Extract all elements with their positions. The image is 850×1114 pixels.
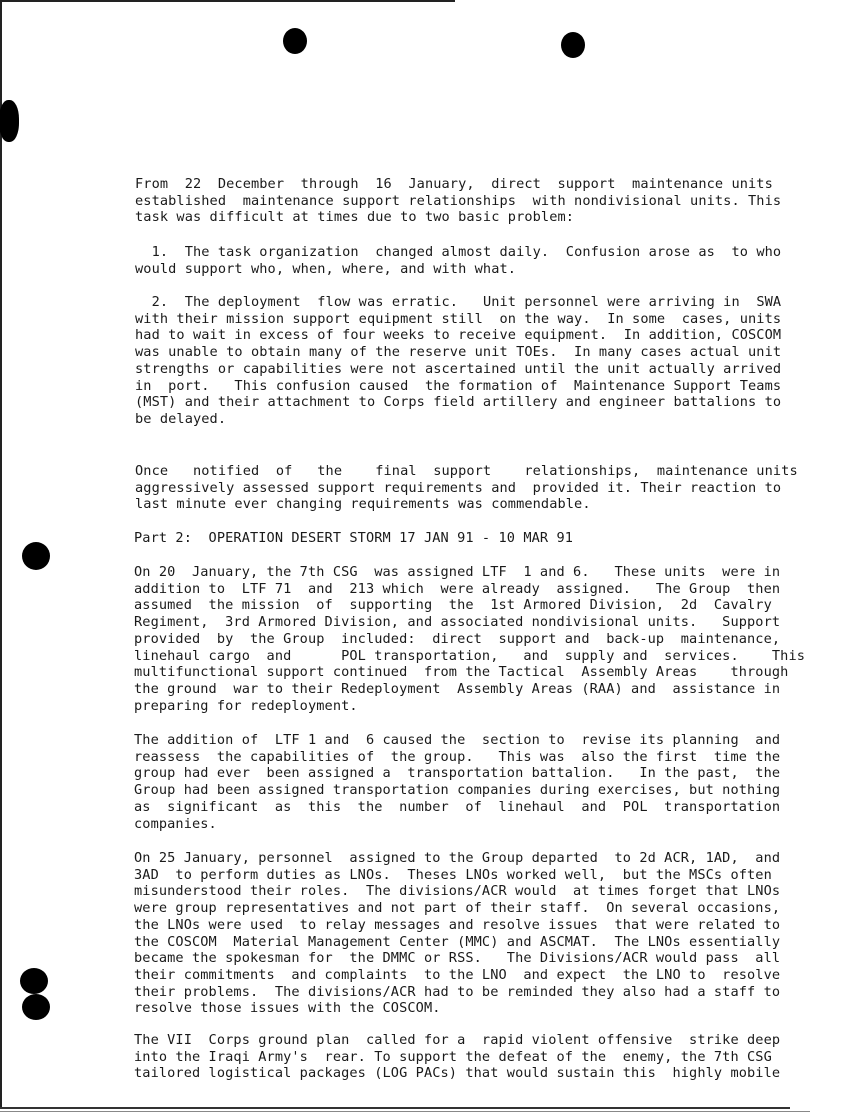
paragraph-problem-1: 1. The task organization changed almost daily. Confusion arose as to who would support who, when, where, and with what. bbox=[135, 244, 782, 277]
scan-left-edge bbox=[0, 0, 2, 1108]
punch-hole-left-middle bbox=[22, 542, 50, 570]
paragraph-25-january: On 25 January, personnel assigned to the Group departed to 2d ACR, 1AD, and 3AD to perform duties as LNOs. Theses LNOs worked well, but the MSCs often misunderstood their roles. The divisions/ACR would at times forget that LNOs were group representatives and not part of their staff. On several occasions, the LNOs were used to relay messages and resolve issues that were related to the COSCOM Material Management Center (MMC) and ASCMAT. The LNOs essentially became the spokesman for the DMMC or RSS. The Divisions/ACR would pass all their commitments and complaints to the LNO and expect the LNO to resolve their problems. The divisions/ACR had to be reminded they also had a staff to resolve those issues with the COSCOM. bbox=[134, 850, 781, 1017]
scan-top-edge bbox=[0, 0, 455, 2]
punch-hole-left-lower-b bbox=[22, 994, 50, 1020]
paragraph-vii-corps: The VII Corps ground plan called for a rapid violent offensive strike deep into the Iraqi Army's rear. To support the defeat of the enemy, the 7th CSG tailored logistical packages (LOG PACs) that would sustain this highly mobile bbox=[134, 1032, 781, 1082]
paragraph-20-january: On 20 January, the 7th CSG was assigned LTF 1 and 6. These units were in addition to LTF 71 and 213 which were already assigned. The Group then assumed the mission of supporting the 1st Armored Division, 2d Cavalry Regiment, 3rd Armored Division, and associated nondivisional units. Support provided by the Group included: direct support and back-up maintenance, linehaul cargo and POL transportation, and supply and services. This multifunctional support continued from the Tactical Assembly Areas through the ground war to their Redeployment Assembly Areas (RAA) and assistance in preparing for redeployment. bbox=[134, 564, 806, 714]
punch-hole-left-lower-a bbox=[20, 968, 48, 994]
punch-hole-left-upper bbox=[0, 100, 19, 142]
paragraph-addition-ltf: The addition of LTF 1 and 6 caused the section to revise its planning and reassess the capabilities of the group. This was also the first time the group had ever been assigned a transportation battalion. In the past, the Group had been assigned transportation companies during exercises, but nothing as significant as this the number of linehaul and POL transportation companies. bbox=[134, 732, 781, 832]
paragraph-problem-2: 2. The deployment flow was erratic. Unit personnel were arriving in SWA with their mission support equipment still on the way. In some cases, units had to wait in excess of four weeks to receive equipment. In addition, COSCOM was unable to obtain many of the reserve unit TOEs. In many cases actual unit strengths or capabilities were not ascertained until the unit actually arrived in port. This confusion caused the formation of Maintenance Support Teams (MST) and their attachment to Corps field artillery and engineer battalions to be delayed. bbox=[135, 294, 782, 427]
scan-bottom-edge-shadow bbox=[0, 1111, 810, 1112]
scan-bottom-edge bbox=[0, 1107, 790, 1109]
paragraph-intro: From 22 December through 16 January, direct support maintenance units established maintenance support relationships with nondivisional units. This task was difficult at times due to two basic problem: bbox=[135, 176, 782, 226]
section-heading-part-2: Part 2: OPERATION DESERT STORM 17 JAN 91 - 10 MAR 91 bbox=[134, 530, 574, 546]
punch-hole-top-right bbox=[561, 32, 585, 58]
punch-hole-top-left bbox=[283, 28, 307, 54]
paragraph-once-notified: Once notified of the final support relationships, maintenance units aggressively assessed support requirements and provided it. Their reaction to last minute ever changing requirements was commendable. bbox=[135, 463, 798, 513]
